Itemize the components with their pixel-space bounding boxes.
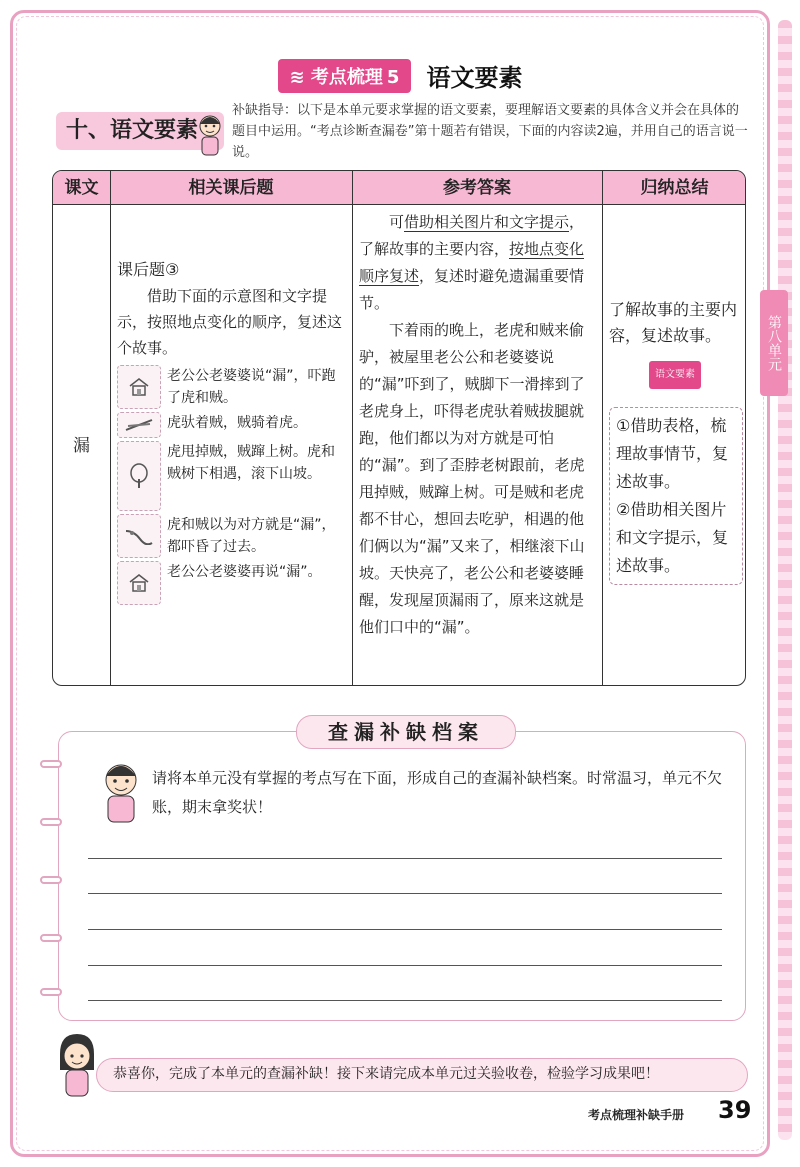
story-step xyxy=(117,365,347,409)
page-number: 39 xyxy=(718,1096,752,1124)
summary-text: 了解故事的主要内容，复述故事。 xyxy=(609,300,738,345)
writing-line[interactable] xyxy=(88,929,722,930)
story-steps xyxy=(117,365,347,605)
writing-line[interactable] xyxy=(88,965,722,966)
page-title: 语文要素 xyxy=(426,64,523,92)
tree-icon xyxy=(117,441,161,511)
content-table xyxy=(52,170,746,686)
story-step xyxy=(117,514,347,558)
answer-text: ，复述时避免遗漏重要情节。 xyxy=(359,267,585,312)
girl-avatar-icon xyxy=(52,1030,102,1100)
story-step xyxy=(117,412,347,438)
page-header xyxy=(0,58,800,93)
ring-icon xyxy=(40,760,62,768)
congrats-banner: 恭喜你，完成了本单元的查漏补缺！接下来请完成本单元过关验收卷，检验学习成果吧！ xyxy=(96,1058,748,1092)
student-avatar-icon xyxy=(194,112,226,160)
column-divider xyxy=(602,171,603,685)
header-cell-answer: 参考答案 xyxy=(352,171,602,205)
house-icon xyxy=(117,365,161,409)
step-text: 老公公老婆婆说“漏”，吓跑了虎和贼。 xyxy=(167,368,336,406)
slope-icon xyxy=(117,514,161,558)
story-step xyxy=(117,561,347,605)
writing-line[interactable] xyxy=(88,893,722,894)
ring-icon xyxy=(40,988,62,996)
guide-text: 补缺指导：以下是本单元要求掌握的语文要素，要理解语文要素的具体含义并会在具体的题目中运用。“考点诊断查漏卷”第十题若有错误，下面的内容读2遍，并用自己的语言说一说。 xyxy=(232,103,748,160)
wave-icon: ≋ xyxy=(289,66,311,88)
answer-paragraph-1 xyxy=(359,209,597,317)
header-cell-lesson: 课文 xyxy=(53,171,110,205)
page-edge-decoration xyxy=(778,20,792,1140)
sticks-icon xyxy=(117,412,161,438)
answer-text: 可 xyxy=(389,213,405,231)
house-icon xyxy=(117,561,161,605)
step-text: 虎甩掉贼，贼蹿上树。虎和贼树下相遇，滚下山坡。 xyxy=(167,444,335,482)
element-item: ②借助相关图片和文字提示，复述故事。 xyxy=(616,500,729,575)
element-item: ①借助表格，梳理故事情节，复述故事。 xyxy=(616,416,729,491)
answer-text: ，了解故事的主要内容， xyxy=(359,213,585,258)
badge-number: 5 xyxy=(386,66,400,88)
ring-icon xyxy=(40,934,62,942)
column-divider xyxy=(352,171,353,685)
question-label: 课后题③ xyxy=(117,260,180,279)
column-divider xyxy=(110,171,111,685)
unit-side-tab: 第八单元 xyxy=(760,290,788,396)
badge-label: 考点梳理 xyxy=(310,66,383,88)
lesson-name: 漏 xyxy=(73,436,90,456)
header-cell-summary: 归纳总结 xyxy=(602,171,746,205)
section-title: 十、语文要素 xyxy=(56,112,224,150)
answer-paragraph-2: 下着雨的晚上，老虎和贼来偷驴，被屋里老公公和老婆婆说的“漏”吓到了，贼脚下一滑摔到了老虎身上，吓得老虎驮着贼拔腿就跑，他们都以为对方就是可怕的“漏”。到了歪脖老树跟前，老虎甩掉贼，贼蹿上树。可是贼和老虎都不甘心，想回去吃驴，相遇的他们俩以为“漏”又来了，相继滚下山坡。天快亮了，老公公和老婆婆睡醒，发现屋顶漏雨了，原来这就是他们口中的“漏”。 xyxy=(359,321,585,636)
element-box xyxy=(609,407,743,585)
writing-line[interactable] xyxy=(88,1000,722,1001)
summary-cell xyxy=(609,297,743,585)
notebook-rings xyxy=(40,760,64,1000)
step-text: 虎驮着贼，贼骑着虎。 xyxy=(167,415,307,431)
answer-cell xyxy=(359,209,597,641)
ring-icon xyxy=(40,876,62,884)
header-cell-question: 相关课后题 xyxy=(110,171,352,205)
ring-icon xyxy=(40,818,62,826)
element-tag: 语文要素 xyxy=(649,361,701,389)
book-label: 考点梳理补缺手册 xyxy=(588,1108,685,1122)
step-text: 虎和贼以为对方就是“漏”，都吓昏了过去。 xyxy=(167,517,336,555)
student-avatar-icon xyxy=(96,758,146,824)
archive-title: 查漏补缺档案 xyxy=(296,715,516,749)
story-step xyxy=(117,441,347,511)
archive-instructions: 请将本单元没有掌握的考点写在下面，形成自己的查漏补缺档案。时常温习，单元不欠账，期末拿奖状！ xyxy=(152,769,723,816)
writing-line[interactable] xyxy=(88,858,722,859)
answer-underlined: 按地点变化顺序复述 xyxy=(359,240,585,285)
step-text: 老公公老婆婆再说“漏”。 xyxy=(167,564,322,580)
question-text: 借助下面的示意图和文字提示，按照地点变化的顺序，复述这个故事。 xyxy=(117,287,343,357)
answer-underlined: 借助相关图片和文字提示 xyxy=(404,213,570,231)
question-cell xyxy=(117,257,347,608)
topic-badge xyxy=(278,59,412,93)
